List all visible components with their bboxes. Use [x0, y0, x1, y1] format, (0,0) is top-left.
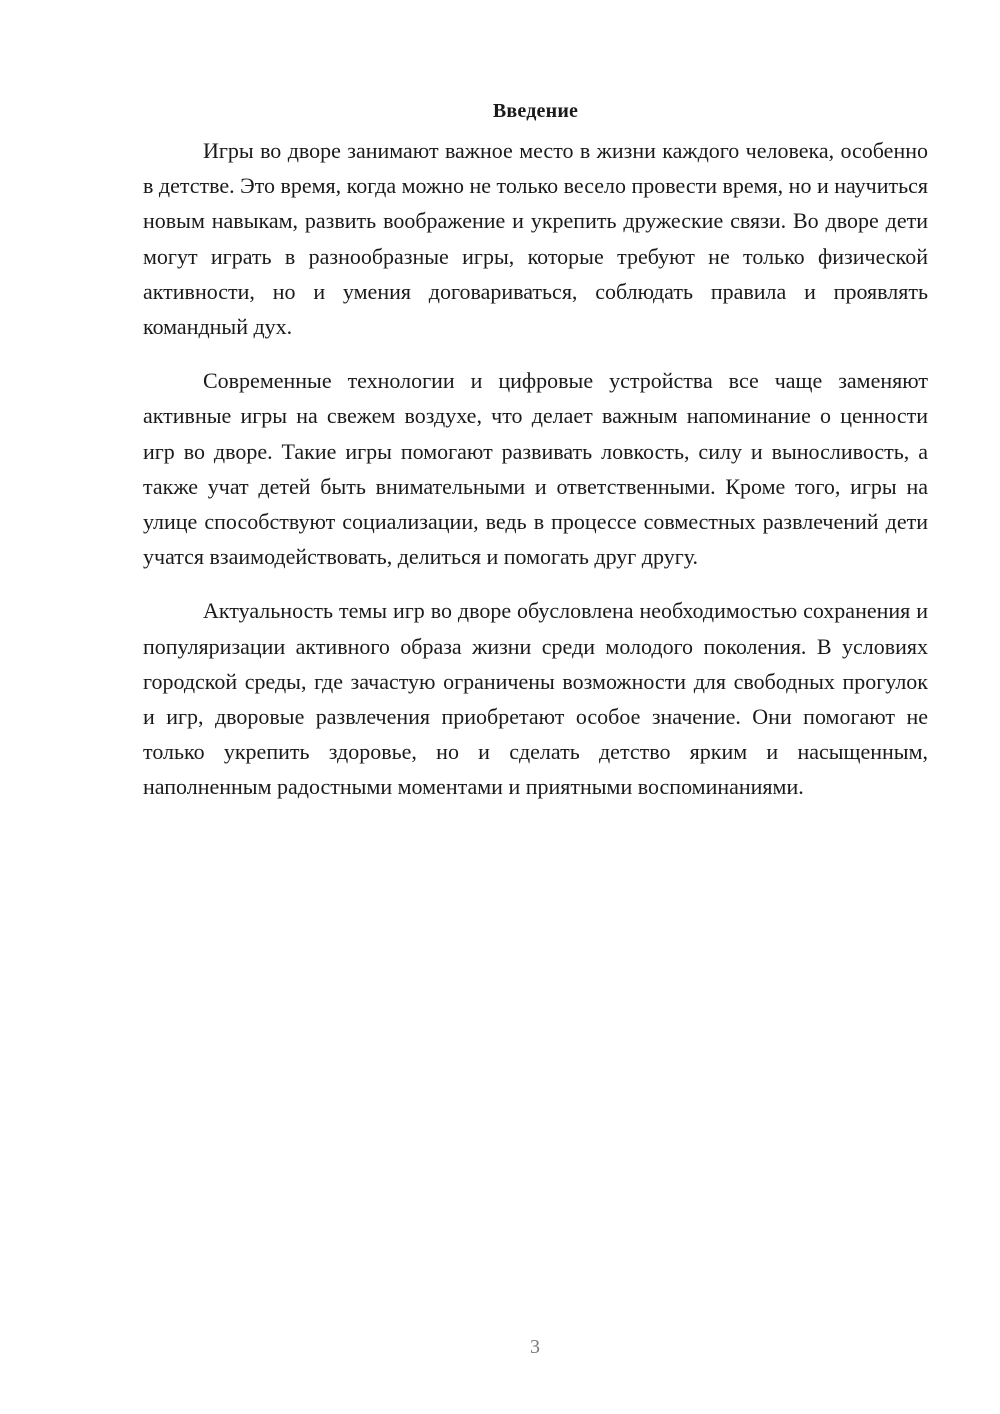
paragraph-1: Игры во дворе занимают важное место в жизни каждого человека, особенно в детстве. Это время, когда можно не только весело провести время, но и научиться новым навыкам, развить воображение и укрепить дружеские связи. Во дворе дети могут играть в разнообразные игры, которые требуют не только физической активности, но и умения договариваться, соблюдать правила и проявлять командный дух.	[143, 138, 929, 340]
section-title: Введение	[492, 100, 579, 122]
paragraph-2: Современные технологии и цифровые устройства все чаще заменяют активные игры на свежем воздухе, что делает важным напоминание о ценности игр во дворе. Такие игры помогают развивать ловкость, силу и выносливость, а также учат детей быть внимательными и ответственными. Кроме того, игры на улице способствуют социализации, ведь в процессе совместных развлечений дети учатся взаимодействовать, делиться и помогать друг другу.	[143, 368, 928, 570]
paragraph-3: Актуальность темы игр во дворе обусловлена необходимостью сохранения и популяризации активного образа жизни среди молодого поколения. В условиях городской среды, где зачастую ограничены возможности для свободных прогулок и игр, дворовые развлечения приобретают особое значение. Они помогают не только укрепить здоровье, но и сделать детство ярким и насыщенным, наполненным радостными моментами и приятными воспоминаниями.	[143, 598, 928, 800]
page-content	[143, 93, 928, 824]
page-number: 3	[530, 1336, 540, 1358]
